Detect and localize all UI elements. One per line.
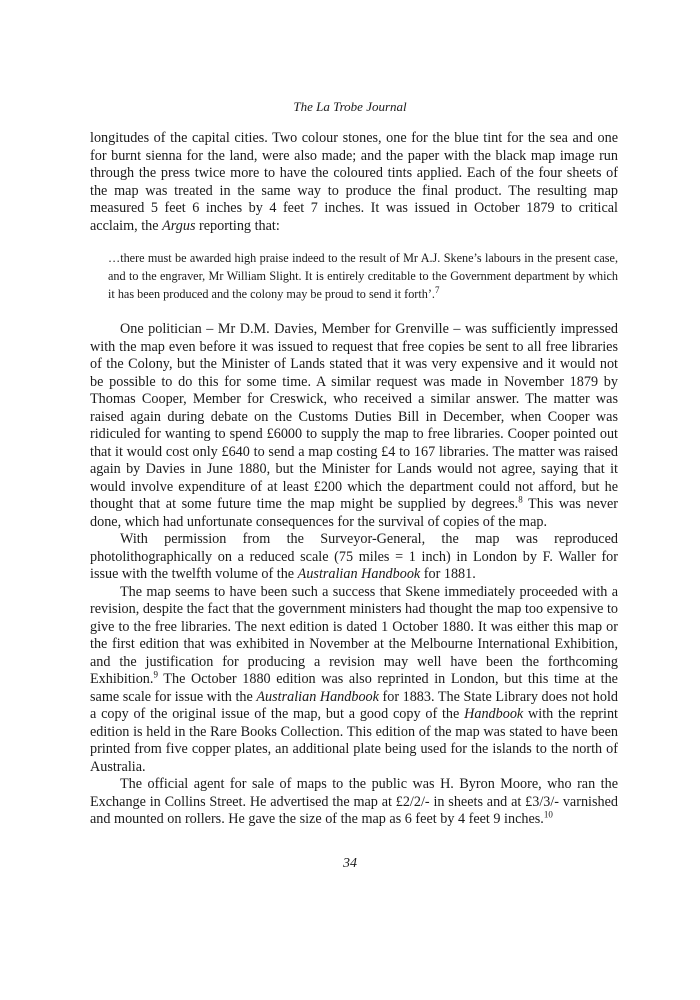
page-number: 34 bbox=[343, 856, 357, 871]
text-run: reporting that: bbox=[195, 217, 280, 234]
footnote-ref-7: 7 bbox=[434, 284, 440, 295]
italic-title-handbook: Australian Handbook bbox=[297, 566, 421, 582]
paragraph-3 bbox=[90, 531, 618, 584]
footnote-ref-10: 10 bbox=[543, 809, 553, 820]
italic-title-handbook-short: Handbook bbox=[464, 706, 524, 722]
text-run: with the reprint edition is held in the Rare Books Collection. This edition of the map was stated to have been printed from five copper plates, an additional plate being used for the islands to the north of Australia. bbox=[90, 706, 618, 775]
text-run: for 1881. bbox=[420, 566, 476, 582]
italic-title-argus: Argus bbox=[162, 217, 196, 234]
italic-title-handbook: Australian Handbook bbox=[256, 688, 379, 705]
footnote-ref-8: 8 bbox=[518, 494, 523, 505]
text-run: longitudes of the capital cities. Two colour stones, one for the blue tint for the sea and one for burnt sienna for the land, were also made; and the paper with the black map image run through the press twice more to have the coloured tints applied. Each of the four sheets of the map was treated in the same way to produce the final product. The resulting map measured 5 feet 6 inches by 4 feet 7 inches. It was issued in October 1879 to critical acclaim, the bbox=[90, 130, 618, 234]
paragraph-1 bbox=[90, 130, 618, 235]
text-run: for 1883. The State Library does not hold a copy of the original issue of the map, but a good copy of the bbox=[90, 688, 618, 722]
paragraph-5 bbox=[90, 776, 618, 829]
text-run: The October 1880 edition was also reprinted in London, but this time at the same scale for issue with the bbox=[90, 671, 618, 705]
text-run: The official agent for sale of maps to the public was H. Byron Moore, who ran the Exchange in Collins Street. He advertised the map at £2/2/- in sheets and at £3/3/- varnished and mounted on rollers. He gave the size of the map as 6 feet by 4 feet 9 inches. bbox=[90, 776, 618, 827]
text-run: With permission from the Surveyor-General, the map was reproduced photolithographically on a reduced scale (75 miles = 1 inch) in London by F. Waller for issue with the twelfth volume of the bbox=[90, 531, 618, 582]
paragraph-2 bbox=[90, 321, 618, 531]
text-run: This was never done, which had unfortunate consequences for the survival of copies of the map. bbox=[90, 496, 619, 530]
footnote-ref-9: 9 bbox=[153, 669, 158, 680]
block-quote bbox=[108, 249, 618, 303]
body-text bbox=[90, 130, 618, 829]
paragraph-4 bbox=[90, 584, 618, 777]
text-run: One politician – Mr D.M. Davies, Member for Grenville – was sufficiently impressed with the map even before it was issued to request that free copies be sent to all free libraries of the Colony, but the Minister of Lands stated that it was very expensive and it would not be possible to do this for some time. A similar request was made in November 1879 by Thomas Cooper, Member for Creswick, who received a similar answer. The matter was raised again during debate on the Customs Duties Bill in December, when Cooper was ridiculed for wanting to spend £6000 to supply the map to free libraries. Cooper pointed out that it would cost only £640 to send a map costing £4 to 167 libraries. The matter was raised again by Davies in June 1880, but the Minister for Lands would not agree, saying that it would involve expenditure of at least £200 which the department could not afford, but he thought that at some future time the map might be supplied by degrees. bbox=[90, 321, 618, 512]
running-head: The La Trobe Journal bbox=[293, 99, 407, 114]
text-run: The map seems to have been such a success that Skene immediately proceeded with a revision, despite the fact that the government ministers had thought the map too expensive to give to the free libraries. The next edition is dated 1 October 1880. It was either this map or the first edition that was exhibited in November at the Melbourne International Exhibition, and the justification for producing a revision may well have been the forthcoming Exhibition. bbox=[90, 583, 618, 687]
quote-text: …there must be awarded high praise indeed to the result of Mr A.J. Skene’s labours in the present case, and to the engraver, Mr William Slight. It is entirely creditable to the Government department by which it has been produced and the colony may be proud to send it forth’. bbox=[108, 251, 618, 301]
